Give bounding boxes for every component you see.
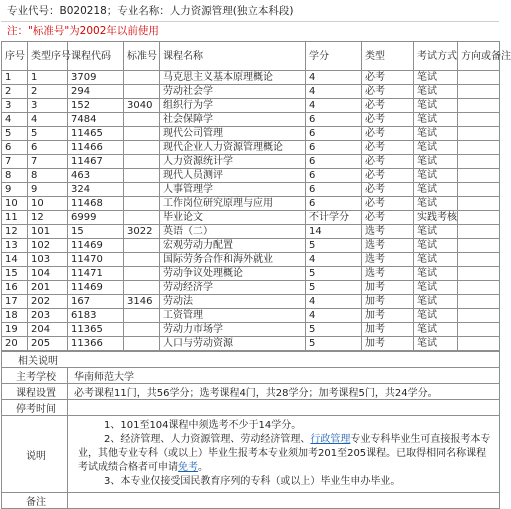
row-course-name: 国际劳务合作和海外就业 [160,253,306,267]
row-credit: 5 [306,239,362,253]
row-course-name: 工资管理 [160,309,306,323]
row-code: 3709 [68,71,124,85]
row-credit: 4 [306,253,362,267]
stop-time-value [68,400,500,416]
table-row [2,239,500,253]
row-course-name: 劳动社会学 [160,85,306,99]
row-type: 选考 [362,253,414,267]
description-item-2-text-b: 专业专科毕业生可直接报考本专业，其他专业专科（或以上）毕业生报考本专业须加考201至205课程。已取得相同名称课程考试成绩合格者可申请 [78,434,491,473]
row-type: 加考 [362,323,414,337]
course-setup-label: 课程设置 [2,384,68,400]
row-type-no: 203 [28,309,68,323]
school-value: 华南师范大学 [68,368,500,384]
description-item-3: 3、本专业仅接受国民教育序列的专科（或以上）毕业生申办毕业。 [104,476,401,487]
row-credit: 6 [306,141,362,155]
row-credit: 5 [306,281,362,295]
row-type-no: 204 [28,323,68,337]
col-header-no: 序号 [2,42,28,71]
table-row [2,253,500,267]
table-row [2,141,500,155]
row-code: 15 [68,225,124,239]
row-standard [124,85,160,99]
row-standard [124,211,160,225]
school-label: 主考学校 [2,368,68,384]
table-row [2,127,500,141]
row-remark [458,197,500,211]
row-credit: 4 [306,99,362,113]
row-code: 294 [68,85,124,99]
row-course-name: 马克思主义基本原理概论 [160,71,306,85]
col-header-type: 类型 [362,42,414,71]
row-standard [124,323,160,337]
row-standard [124,197,160,211]
row-credit: 5 [306,267,362,281]
row-remark [458,323,500,337]
row-credit: 不计学分 [306,211,362,225]
row-type: 必考 [362,99,414,113]
row-type: 必考 [362,197,414,211]
row-standard [124,239,160,253]
table-row [2,295,500,309]
row-exam-method: 笔试 [414,253,458,267]
row-type: 选考 [362,239,414,253]
row-code: 6999 [68,211,124,225]
row-type: 必考 [362,169,414,183]
row-credit: 6 [306,183,362,197]
row-exam-method: 笔试 [414,239,458,253]
row-exam-method: 笔试 [414,113,458,127]
row-type-no: 103 [28,253,68,267]
row-no: 10 [2,197,28,211]
row-no: 16 [2,281,28,295]
row-type-no: 5 [28,127,68,141]
table-row [2,337,500,351]
row-no: 20 [2,337,28,351]
row-credit: 5 [306,323,362,337]
row-type: 加考 [362,337,414,351]
row-course-name: 社会保障学 [160,113,306,127]
row-type-no: 101 [28,225,68,239]
row-standard [124,127,160,141]
remark-value [68,493,500,509]
row-type-no: 1 [28,71,68,85]
row-type-no: 4 [28,113,68,127]
row-course-name: 劳动争议处理概论 [160,267,306,281]
row-type: 必考 [362,85,414,99]
description-item-1: 1、101至104课程中须选考不少于14学分。 [104,420,302,431]
row-type-no: 202 [28,295,68,309]
row-type-no: 12 [28,211,68,225]
row-exam-method: 笔试 [414,183,458,197]
row-no: 5 [2,127,28,141]
table-header-row [2,42,500,71]
row-type-no: 3 [28,99,68,113]
row-credit: 4 [306,71,362,85]
table-row [2,155,500,169]
row-type-no: 201 [28,281,68,295]
row-course-name: 现代人员测评 [160,169,306,183]
row-type: 必考 [362,211,414,225]
col-header-remark: 方向或备注 [458,42,500,71]
row-standard [124,169,160,183]
related-info-table [1,351,500,509]
row-no: 7 [2,155,28,169]
row-exam-method: 笔试 [414,267,458,281]
row-no: 19 [2,323,28,337]
row-standard [124,71,160,85]
row-credit: 6 [306,197,362,211]
row-code: 11366 [68,337,124,351]
row-code: 11471 [68,267,124,281]
row-exam-method: 笔试 [414,225,458,239]
row-standard [124,141,160,155]
row-code: 11469 [68,281,124,295]
row-type-no: 104 [28,267,68,281]
row-no: 14 [2,253,28,267]
row-standard: 3146 [124,295,160,309]
row-remark [458,141,500,155]
table-row [2,99,500,113]
row-credit: 4 [306,85,362,99]
row-type: 必考 [362,141,414,155]
row-exam-method: 笔试 [414,323,458,337]
row-no: 11 [2,211,28,225]
remark-label: 备注 [2,493,68,509]
row-exam-method: 笔试 [414,309,458,323]
row-exam-method: 笔试 [414,295,458,309]
table-row [2,211,500,225]
row-remark [458,337,500,351]
row-standard [124,281,160,295]
table-row [2,71,500,85]
col-header-standard: 标准号 [124,42,160,71]
col-header-course-name: 课程名称 [160,42,306,71]
row-code: 11469 [68,239,124,253]
table-row [2,323,500,337]
row-type: 必考 [362,127,414,141]
row-course-name: 人口与劳动资源 [160,337,306,351]
row-no: 6 [2,141,28,155]
table-row [2,197,500,211]
row-type: 必考 [362,113,414,127]
row-standard: 3022 [124,225,160,239]
row-standard [124,155,160,169]
row-type-no: 10 [28,197,68,211]
row-remark [458,71,500,85]
row-type: 必考 [362,183,414,197]
table-row [2,267,500,281]
row-no: 18 [2,309,28,323]
row-type-no: 2 [28,85,68,99]
row-no: 3 [2,99,28,113]
description-content [68,416,500,493]
row-course-name: 现代公司管理 [160,127,306,141]
row-type: 选考 [362,267,414,281]
row-remark [458,99,500,113]
row-remark [458,295,500,309]
row-no: 9 [2,183,28,197]
row-standard [124,337,160,351]
col-header-credit: 学分 [306,42,362,71]
description-item-2 [78,433,495,475]
row-remark [458,281,500,295]
row-credit: 5 [306,337,362,351]
row-standard [124,183,160,197]
row-remark [458,225,500,239]
description-label: 说明 [2,416,68,493]
row-exam-method: 笔试 [414,85,458,99]
row-course-name: 劳动法 [160,295,306,309]
row-exam-method: 笔试 [414,337,458,351]
row-course-name: 工作岗位研究原理与应用 [160,197,306,211]
row-code: 324 [68,183,124,197]
stop-time-label: 停考时间 [2,400,68,416]
row-credit: 4 [306,295,362,309]
standard-number-note: 注："标准号"为2002年以前使用 [7,25,159,37]
row-remark [458,211,500,225]
row-exam-method: 实践考核 [414,211,458,225]
table-row [2,183,500,197]
row-no: 12 [2,225,28,239]
row-exam-method: 笔试 [414,281,458,295]
row-remark [458,169,500,183]
row-type: 加考 [362,309,414,323]
row-type-no: 205 [28,337,68,351]
row-exam-method: 笔试 [414,197,458,211]
row-code: 11470 [68,253,124,267]
row-course-name: 人力资源统计学 [160,155,306,169]
row-code: 6183 [68,309,124,323]
row-type-no: 7 [28,155,68,169]
row-credit: 4 [306,309,362,323]
row-course-name: 现代企业人力资源管理概论 [160,141,306,155]
row-no: 15 [2,267,28,281]
row-exam-method: 笔试 [414,169,458,183]
row-code: 463 [68,169,124,183]
col-header-code: 课程代码 [68,42,124,71]
row-course-name: 人事管理学 [160,183,306,197]
row-exam-method: 笔试 [414,127,458,141]
course-table [1,41,511,351]
description-item-2-text-a: 2、经济管理、人力资源管理、劳动经济管理、 [104,434,311,445]
row-credit: 14 [306,225,362,239]
row-no: 2 [2,85,28,99]
row-course-name: 英语（二） [160,225,306,239]
row-type: 选考 [362,225,414,239]
row-code: 11365 [68,323,124,337]
row-remark [458,85,500,99]
row-exam-method: 笔试 [414,99,458,113]
major-info-line: 专业代号：B020218；专业名称：人力资源管理(独立本科段) [1,2,499,22]
row-credit: 6 [306,169,362,183]
row-credit: 6 [306,113,362,127]
document [1,2,511,509]
row-remark [458,253,500,267]
row-code: 11466 [68,141,124,155]
row-type-no: 102 [28,239,68,253]
row-code: 11467 [68,155,124,169]
table-row [2,169,500,183]
row-course-name: 劳动力市场学 [160,323,306,337]
row-remark [458,309,500,323]
col-header-type-no: 类型序号 [28,42,68,71]
row-no: 4 [2,113,28,127]
row-type: 加考 [362,295,414,309]
table-row [2,281,500,295]
row-code: 7484 [68,113,124,127]
row-remark [458,183,500,197]
row-type: 加考 [362,281,414,295]
row-standard [124,309,160,323]
table-row [2,85,500,99]
row-course-name: 宏观劳动力配置 [160,239,306,253]
row-course-name: 组织行为学 [160,99,306,113]
related-info-title: 相关说明 [2,352,500,368]
row-code: 11465 [68,127,124,141]
row-no: 17 [2,295,28,309]
row-no: 13 [2,239,28,253]
row-type: 必考 [362,155,414,169]
row-course-name: 毕业论文 [160,211,306,225]
table-row [2,309,500,323]
row-code: 167 [68,295,124,309]
row-remark [458,267,500,281]
table-row [2,225,500,239]
table-row [2,113,500,127]
course-setup-value: 必考课程11门，共56学分；选考课程4门，共28学分；加考课程5门，共24学分。 [68,384,500,400]
row-code: 11468 [68,197,124,211]
row-type-no: 9 [28,183,68,197]
row-remark [458,113,500,127]
row-course-name: 劳动经济学 [160,281,306,295]
row-credit: 6 [306,155,362,169]
row-type: 必考 [362,71,414,85]
row-remark [458,155,500,169]
row-standard [124,113,160,127]
col-header-exam-method: 考试方式 [414,42,458,71]
row-exam-method: 笔试 [414,141,458,155]
row-remark [458,239,500,253]
row-type-no: 6 [28,141,68,155]
row-exam-method: 笔试 [414,71,458,85]
row-exam-method: 笔试 [414,155,458,169]
description-item-2-text-c: 。 [198,462,208,473]
row-no: 1 [2,71,28,85]
administrative-management-link[interactable]: 行政管理 [310,434,351,445]
row-standard [124,253,160,267]
row-no: 8 [2,169,28,183]
row-remark [458,127,500,141]
row-standard [124,267,160,281]
row-type-no: 8 [28,169,68,183]
exemption-link[interactable]: 免考 [178,462,198,473]
row-code: 152 [68,99,124,113]
row-credit: 6 [306,127,362,141]
row-standard: 3040 [124,99,160,113]
